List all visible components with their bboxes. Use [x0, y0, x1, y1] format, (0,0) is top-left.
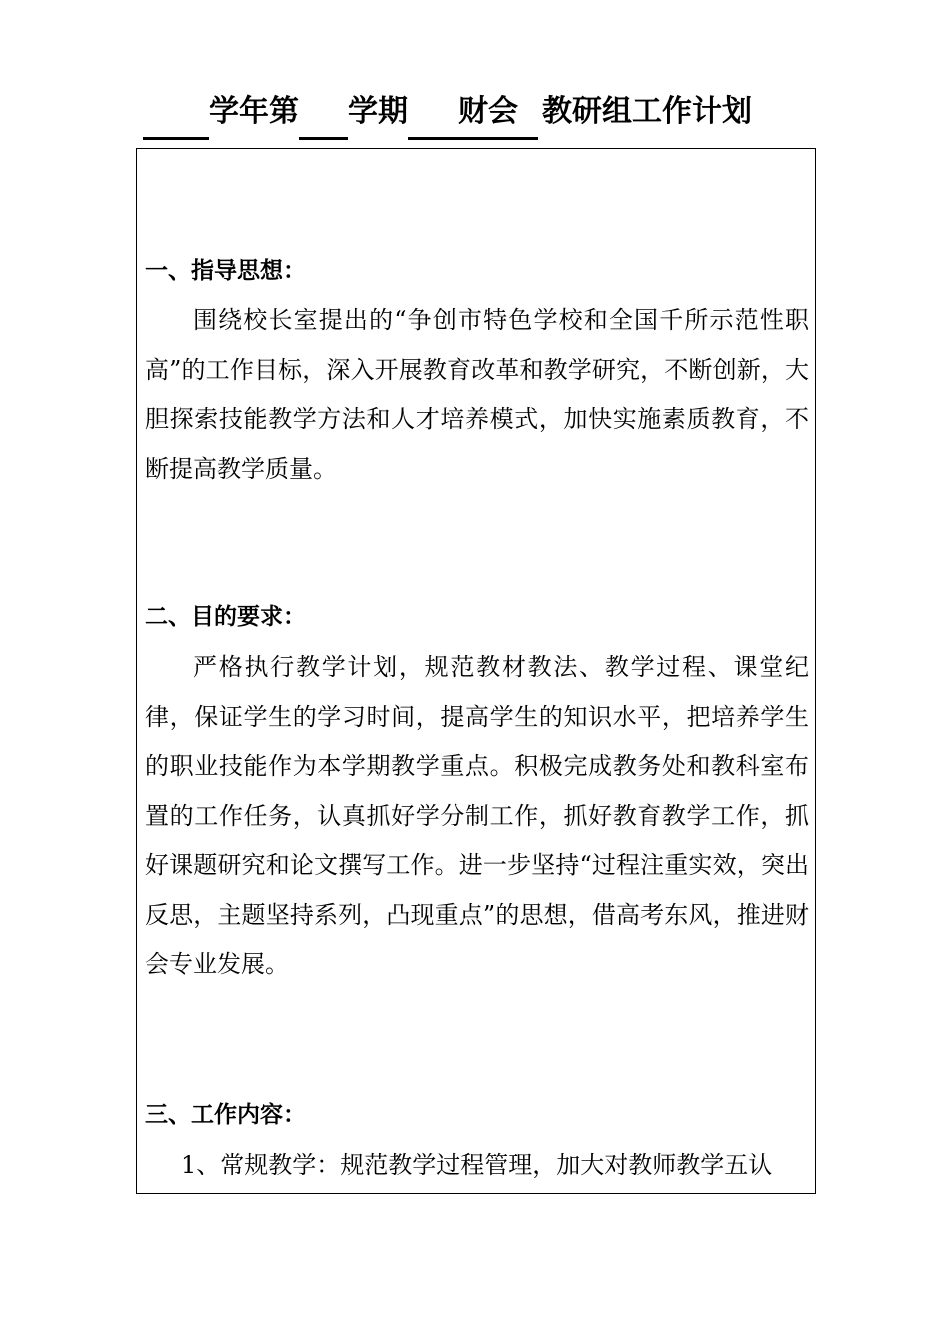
title-part-year-term: 学年第 — [209, 94, 299, 129]
title-subject: 财会 — [458, 94, 518, 129]
section-heading-guiding-thought: 一、指导思想： — [145, 258, 306, 284]
document-title — [143, 92, 752, 140]
title-blank-year — [143, 92, 209, 140]
title-part-group-plan: 教研组工作计划 — [542, 94, 752, 129]
section-body-work-content: 1、常规教学：规范教学过程管理，加大对教师教学五认 — [181, 1151, 773, 1179]
section-body-objectives: 严格执行教学计划，规范教材教法、教学过程、课堂纪律，保证学生的学习时间，提高学生的知识水平，把培养学生的职业技能作为本学期教学重点。积极完成教务处和教科室布置的工作任务，认真抓好学分制工作，抓好教育教学工作，抓好课题研究和论文撰写工作。进一步坚持“过程注重实效，突出反思，主题坚持系列，凸现重点”的思想，借高考东风，推进财会专业发展。 — [145, 653, 809, 978]
content-frame — [136, 148, 816, 1194]
title-blank-semester — [299, 92, 348, 140]
title-blank-subject — [408, 92, 538, 140]
section-heading-objectives: 二、目的要求： — [145, 604, 306, 630]
title-part-semester: 学期 — [348, 94, 408, 129]
section-body-guiding-thought: 围绕校长室提出的“争创市特色学校和全国千所示范性职高”的工作目标，深入开展教育改革和教学研究，不断创新，大胆探索技能教学方法和人才培养模式，加快实施素质教育，不断提高教学质量。 — [145, 306, 809, 483]
section-heading-work-content: 三、工作内容： — [145, 1102, 306, 1128]
